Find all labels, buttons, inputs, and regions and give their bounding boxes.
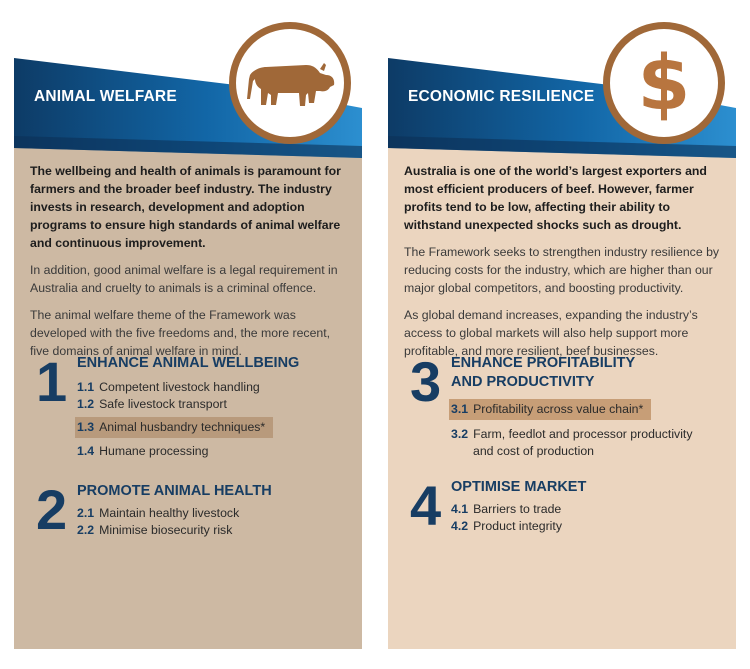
theme-heading-line-1: ENHANCE PROFITABILITY — [451, 355, 636, 371]
list-item-highlighted: 1.3 Animal husbandry techniques* — [75, 417, 273, 438]
paragraph-1: In addition, good animal welfare is a legal requirement in Australia and cruelty to animals is a criminal offence. — [30, 263, 338, 295]
paragraph-2: As global demand increases, expanding the industry’s access to global markets will also help support more profitable, and more resilient, beef businesses. — [404, 308, 698, 358]
theme-items — [77, 379, 273, 460]
list-item: 1.2 Safe livestock transport — [77, 397, 227, 411]
list-item: 2.2 Minimise biosecurity risk — [77, 523, 233, 537]
theme-heading — [451, 354, 691, 392]
cow-icon — [229, 22, 351, 144]
theme-number: 4 — [410, 474, 442, 537]
theme-number: 1 — [36, 350, 68, 413]
theme-items — [77, 505, 239, 539]
list-item: 4.1 Barriers to trade — [451, 502, 562, 516]
list-item: 1.4 Humane processing — [77, 444, 209, 458]
theme-heading: PROMOTE ANIMAL HEALTH — [77, 483, 272, 499]
list-item: 4.2 Product integrity — [451, 519, 562, 533]
list-item: 2.1 Maintain healthy livestock — [77, 506, 240, 520]
theme-heading: ENHANCE ANIMAL WELLBEING — [77, 355, 300, 371]
dollar-icon — [603, 22, 725, 144]
svg-text:$: $ — [637, 38, 691, 127]
lead-text: The wellbeing and health of animals is paramount for farmers and the broader beef industry. The industry invests in research, development and adoption programs to ensure high standards of animal welfare and continuous improvement. — [30, 164, 341, 250]
list-item: 3.2 Farm, feedlot and processor productivity and cost of production — [451, 427, 693, 458]
panel-body — [404, 162, 726, 369]
animal-welfare-panel — [14, 58, 362, 649]
theme-heading: OPTIMISE MARKET — [451, 479, 587, 495]
panel-title: ECONOMIC RESILIENCE — [408, 88, 595, 105]
theme-heading-line-2: AND PRODUCTIVITY — [451, 374, 595, 390]
paragraph-2: The animal welfare theme of the Framework was developed with the five freedoms and, the more recent, five domains of animal welfare in mind. — [30, 308, 331, 358]
list-item: 1.1 Competent livestock handling — [77, 380, 260, 394]
list-item-highlighted: 3.1 Profitability across value chain* — [449, 399, 651, 420]
economic-resilience-panel — [388, 38, 736, 649]
theme-number: 3 — [410, 350, 442, 413]
panel-body — [30, 162, 352, 369]
theme-items — [451, 398, 693, 460]
paragraph-1: The Framework seeks to strengthen industry resilience by reducing costs for the industry, which are higher than our major global competitors, and boosting productivity. — [404, 245, 720, 295]
panel-title: ANIMAL WELFARE — [34, 88, 177, 105]
lead-text: Australia is one of the world’s largest exporters and most efficient producers of beef. However, farmer profits tend to be low, affecting their ability to withstand unexpected shocks such as drought. — [404, 164, 707, 232]
theme-number: 2 — [36, 478, 68, 541]
theme-items — [451, 501, 562, 535]
